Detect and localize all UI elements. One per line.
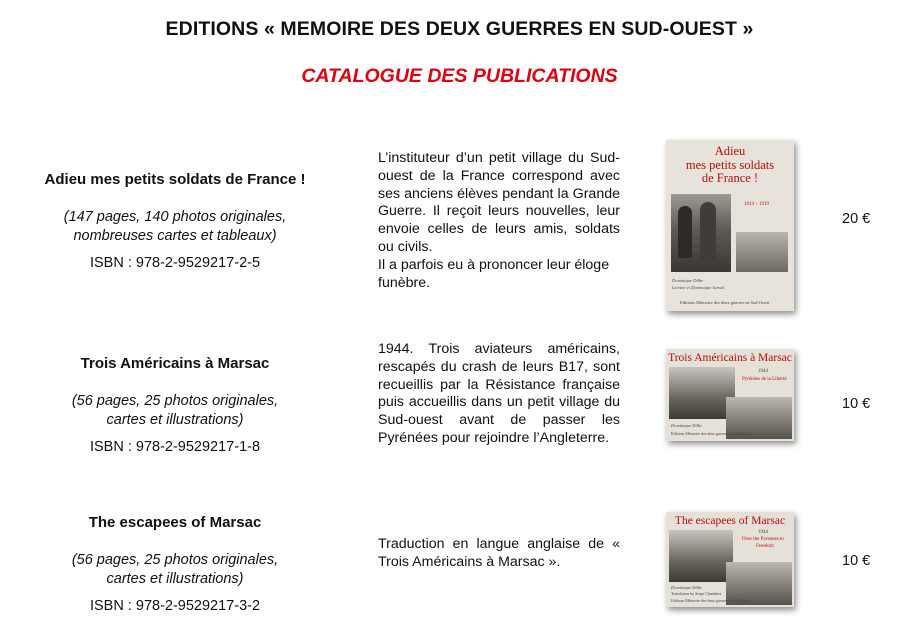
book-pages-info — [20, 208, 330, 246]
book-cover-image — [666, 140, 794, 311]
book-info — [20, 355, 330, 455]
book-price: 10 € — [842, 396, 871, 412]
cover-title: The escapees of Marsac — [674, 515, 786, 527]
description-paragraph: L’instituteur d’un petit village du Sud-ouest de la France correspond avec ses anciens élèves pendant la Grande Guerre. Il reçoit leurs nouvelles, leur envoie celles de leurs amis, soldats ou civils. — [378, 150, 620, 255]
cover-photo — [669, 530, 733, 582]
book-isbn: ISBN : 978-2-9529217-1-8 — [89, 439, 261, 455]
cover-years: 1914 – 1919 — [744, 202, 769, 207]
description-paragraph: Il a parfois eu à prononcer leur éloge funèbre. — [378, 256, 610, 291]
book-title: The escapees of Marsac — [88, 514, 262, 531]
cover-year: 1944 — [758, 530, 768, 535]
book-description — [378, 341, 620, 448]
cover-title: de France ! — [701, 171, 759, 185]
cover-author: Dominique Dilhe — [671, 423, 703, 428]
pages-line: (56 pages, 25 photos originales, — [71, 393, 279, 409]
book-pages-info — [20, 551, 330, 589]
book-description — [378, 150, 620, 292]
cover-publisher: Editions Mémoire des deux guerres en Sud-Ouest — [671, 431, 751, 436]
cover-title: mes petits soldats — [685, 157, 775, 172]
description-paragraph: 1944. Trois aviateurs américains, rescapés du crash de leurs B17, sont recueillis par la Résistance française puis accueillis dans un petit village du Sud-ouest avant de passer les Pyrénées pour rejoindre l’Angleterre. — [378, 341, 620, 446]
pages-line: cartes et illustrations) — [106, 571, 244, 587]
page-title: EDITIONS « MEMOIRE DES DEUX GUERRES EN SUD-OUEST » — [165, 18, 754, 40]
cover-photo-figure — [678, 206, 692, 258]
book-price: 10 € — [842, 553, 871, 569]
book-cover-image — [666, 512, 794, 607]
cover-publisher: Editions Mémoire des deux guerres en Sud-Ouest — [671, 598, 751, 603]
cover-subtitle: Pyrénées de la Liberté — [742, 377, 787, 382]
cover-publisher: Editions Mémoire des deux guerres en Sud-Ouest — [680, 300, 770, 305]
cover-subtitle: Over the Pyrenees to — [742, 537, 784, 542]
pages-line: cartes et illustrations) — [106, 412, 244, 428]
book-title: Adieu mes petits soldats de France ! — [44, 171, 306, 188]
book-cover-image — [666, 349, 794, 441]
cover-title: Adieu — [714, 144, 746, 158]
book-price: 20 € — [842, 211, 871, 227]
catalogue-heading: CATALOGUE DES PUBLICATIONS — [301, 65, 618, 87]
cover-subtitle: Freedom — [756, 544, 774, 549]
cover-author: Dominique Dilhe — [671, 585, 703, 590]
cover-title: Trois Américains à Marsac — [668, 352, 792, 364]
cover-photo-figure — [700, 202, 716, 262]
book-description — [378, 536, 620, 572]
cover-year: 1944 — [758, 369, 768, 374]
book-isbn: ISBN : 978-2-9529217-2-5 — [89, 255, 261, 271]
pages-line: nombreuses cartes et tableaux) — [73, 228, 277, 244]
book-pages-info — [20, 392, 330, 430]
cover-author: Dominique Dilhe — [672, 278, 704, 283]
cover-photo-scene — [736, 232, 788, 272]
cover-author: Translation by Serge Chambers — [671, 591, 722, 596]
pages-line: (56 pages, 25 photos originales, — [71, 552, 279, 568]
pages-line: (147 pages, 140 photos originales, — [63, 209, 287, 225]
book-info — [20, 171, 330, 271]
book-info — [20, 514, 330, 614]
book-title: Trois Américains à Marsac — [80, 355, 270, 372]
description-paragraph: Traduction en langue anglaise de « Trois Américains à Marsac ». — [378, 536, 620, 570]
cover-author: Lecture et Dominique Jarnal — [672, 285, 724, 290]
book-isbn: ISBN : 978-2-9529217-3-2 — [89, 598, 261, 614]
